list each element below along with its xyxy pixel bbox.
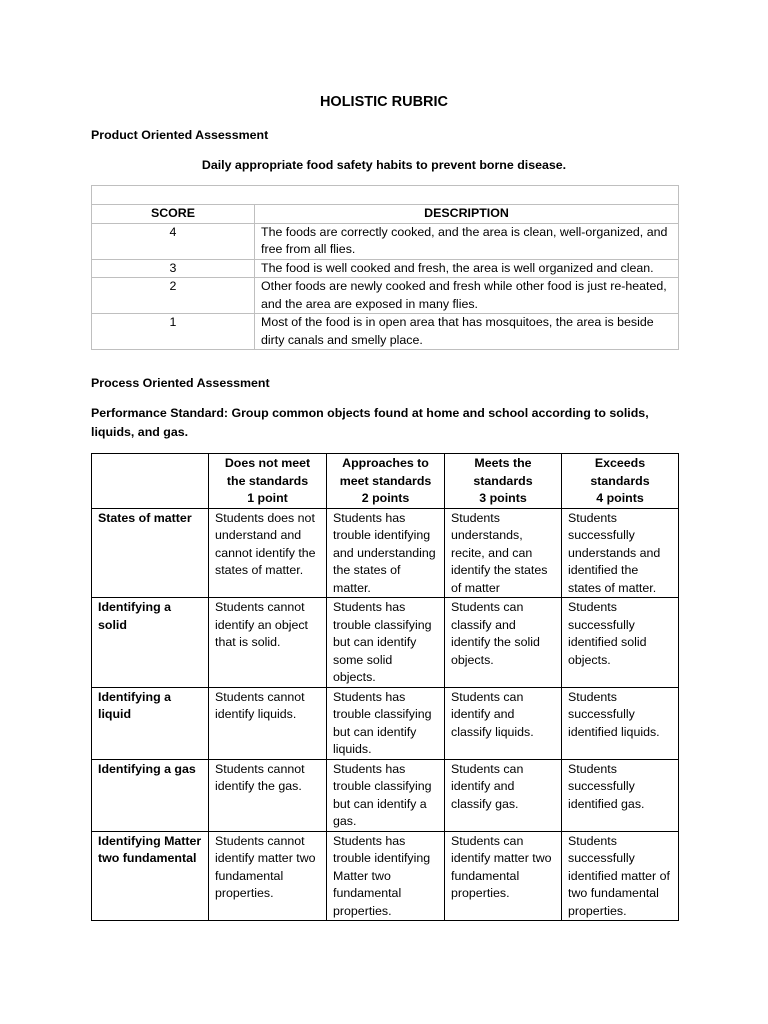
rubric-cell: Students cannot identify matter two fundamental properties. (209, 831, 327, 921)
table-row (92, 831, 679, 921)
performance-standard: Performance Standard: Group common objects found at home and school according to solids, liquids, and gas. (91, 406, 649, 439)
level-header-points: 1 point (247, 491, 288, 505)
rubric-cell: Students has trouble identifying and understanding the states of matter. (327, 508, 445, 598)
rubric-cell: Students has trouble classifying but can identify a gas. (327, 759, 445, 831)
rubric-cell: Students cannot identify the gas. (209, 759, 327, 831)
product-assessment-label: Product Oriented Assessment (91, 128, 269, 142)
rubric-cell: Students can identify matter two fundamental properties. (445, 831, 562, 921)
score-header: SCORE (92, 205, 255, 224)
score-cell: 1 (92, 314, 255, 350)
rubric-cell: Students successfully identified liquids. (562, 687, 679, 759)
rubric-cell: Students cannot identify liquids. (209, 687, 327, 759)
table-row (92, 278, 679, 314)
process-assessment-label: Process Oriented Assessment (91, 376, 270, 390)
rubric-cell: Students successfully identified solid objects. (562, 598, 679, 688)
rubric-cell: Students successfully identified matter of two fundamental properties. (562, 831, 679, 921)
rubric-cell: Students successfully understands and identified the states of matter. (562, 508, 679, 598)
blank-row (92, 186, 679, 205)
product-rubric-table (91, 185, 679, 350)
score-cell: 3 (92, 259, 255, 278)
level-header-points: 4 points (596, 491, 644, 505)
table-row (92, 508, 679, 598)
table-row (92, 223, 679, 259)
process-rubric-table (91, 453, 679, 921)
table-header-row (92, 205, 679, 224)
level-header (327, 454, 445, 509)
criterion-cell: Identifying Matter two fundamental (92, 831, 209, 921)
level-header (445, 454, 562, 509)
description-cell: The foods are correctly cooked, and the area is clean, well-organized, and free from all flies. (255, 223, 679, 259)
rubric-cell: Students can classify and identify the solid objects. (445, 598, 562, 688)
rubric-cell: Students cannot identify an object that is solid. (209, 598, 327, 688)
table-row (92, 687, 679, 759)
criterion-cell: Identifying a gas (92, 759, 209, 831)
level-header (562, 454, 679, 509)
rubric-cell: Students can identify and classify liquids. (445, 687, 562, 759)
product-subtitle: Daily appropriate food safety habits to prevent borne disease. (201, 158, 567, 172)
description-cell: Other foods are newly cooked and fresh while other food is just re-heated, and the area are exposed in many flies. (255, 278, 679, 314)
level-header-line: Does not meet (224, 456, 311, 470)
rubric-cell: Students has trouble classifying but can identify liquids. (327, 687, 445, 759)
score-cell: 2 (92, 278, 255, 314)
criterion-cell: States of matter (92, 508, 209, 598)
description-header: DESCRIPTION (255, 205, 679, 224)
page-title: HOLISTIC RUBRIC (319, 94, 449, 110)
rubric-cell: Students can identify and classify gas. (445, 759, 562, 831)
level-header-line: meet standards (339, 473, 432, 488)
criteria-header (92, 454, 209, 509)
description-cell: The food is well cooked and fresh, the area is well organized and clean. (255, 259, 679, 278)
level-header-points: 2 points (361, 491, 410, 505)
level-header-line: standards (473, 473, 533, 488)
level-header-line: the standards (226, 473, 309, 488)
table-row (92, 259, 679, 278)
table-row (92, 314, 679, 350)
table-row (92, 598, 679, 688)
rubric-cell: Students does not understand and cannot identify the states of matter. (209, 508, 327, 598)
level-header-line: Meets the (474, 456, 532, 470)
table-header-row (92, 454, 679, 509)
table-row (92, 759, 679, 831)
level-header-line: Approaches to (342, 456, 429, 470)
level-header (209, 454, 327, 509)
rubric-cell: Students understands, recite, and can identify the states of matter (445, 508, 562, 598)
rubric-cell: Students successfully identified gas. (562, 759, 679, 831)
rubric-cell: Students has trouble identifying Matter two fundamental properties. (327, 831, 445, 921)
description-cell: Most of the food is in open area that has mosquitoes, the area is beside dirty canals and smelly place. (255, 314, 679, 350)
criterion-cell: Identifying a solid (92, 598, 209, 688)
rubric-cell: Students has trouble classifying but can identify some solid objects. (327, 598, 445, 688)
score-cell: 4 (92, 223, 255, 259)
criterion-cell: Identifying a liquid (92, 687, 209, 759)
level-header-points: 3 points (479, 491, 527, 505)
level-header-line: Exceeds (594, 456, 646, 470)
level-header-line: standards (590, 473, 650, 488)
